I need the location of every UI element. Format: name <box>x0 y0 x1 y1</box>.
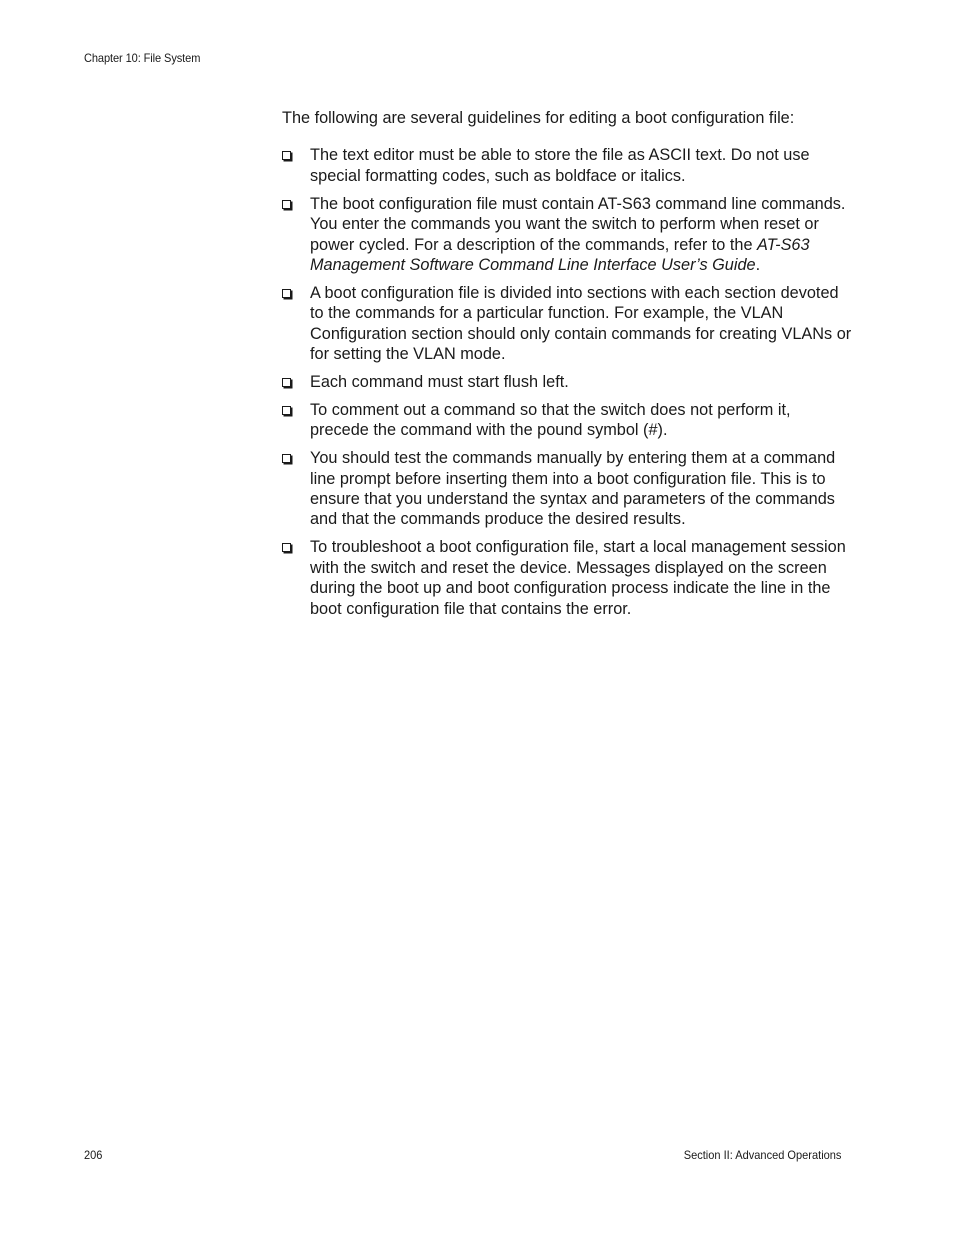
list-item <box>282 283 852 365</box>
body-content <box>282 108 852 626</box>
page-number: 206 <box>84 1148 103 1162</box>
guide-title: AT-S63 Management Software Command Line Interface User’s Guide <box>310 235 810 274</box>
list-item <box>282 145 852 186</box>
list-item <box>282 537 852 619</box>
checkbox-bullet-icon <box>282 200 291 209</box>
list-item <box>282 448 852 530</box>
running-header: Chapter 10: File System <box>84 51 201 65</box>
checkbox-bullet-icon <box>282 378 291 387</box>
list-item-text: To troubleshoot a boot configuration file, start a local management session with the switch and reset the device. Messages displayed on the screen during the boot up and boot configuration process indicate the line in the boot configuration file that contains the error. <box>310 538 846 618</box>
list-item-text: You should test the commands manually by entering them at a command line prompt before inserting them into a boot configuration file. This is to ensure that you understand the syntax and parameters of the commands and that the commands produce the desired results. <box>310 449 836 529</box>
running-footer-section: Section II: Advanced Operations <box>683 1148 841 1162</box>
list-item-text-part: The boot configuration file must contain AT-S63 command line commands. You enter the commands you want the switch to perform when reset or power cycled. For a description of the commands, refer to the <box>310 194 846 254</box>
list-item-text: To comment out a command so that the switch does not perform it, precede the command with the pound symbol (#). <box>310 400 791 440</box>
checkbox-bullet-icon <box>282 543 291 552</box>
list-item-text <box>310 195 845 274</box>
list-item-text: A boot configuration file is divided into sections with each section devoted to the commands for a particular function. For example, the VLAN Configuration section should only contain commands for creating VLANs or for setting the VLAN mode. <box>310 283 852 364</box>
intro-paragraph: The following are several guidelines for editing a boot configuration file: <box>282 109 795 127</box>
list-item-text: Each command must start flush left. <box>310 372 569 391</box>
guideline-list <box>282 145 852 619</box>
list-item <box>282 372 852 392</box>
list-item-text-part: . <box>755 255 761 274</box>
list-item-text: The text editor must be able to store the file as ASCII text. Do not use special formatting codes, such as boldface or italics. <box>310 146 810 185</box>
checkbox-bullet-icon <box>282 406 291 415</box>
list-item <box>282 194 852 276</box>
checkbox-bullet-icon <box>282 151 291 160</box>
checkbox-bullet-icon <box>282 454 291 463</box>
list-item <box>282 400 852 441</box>
checkbox-bullet-icon <box>282 289 291 298</box>
